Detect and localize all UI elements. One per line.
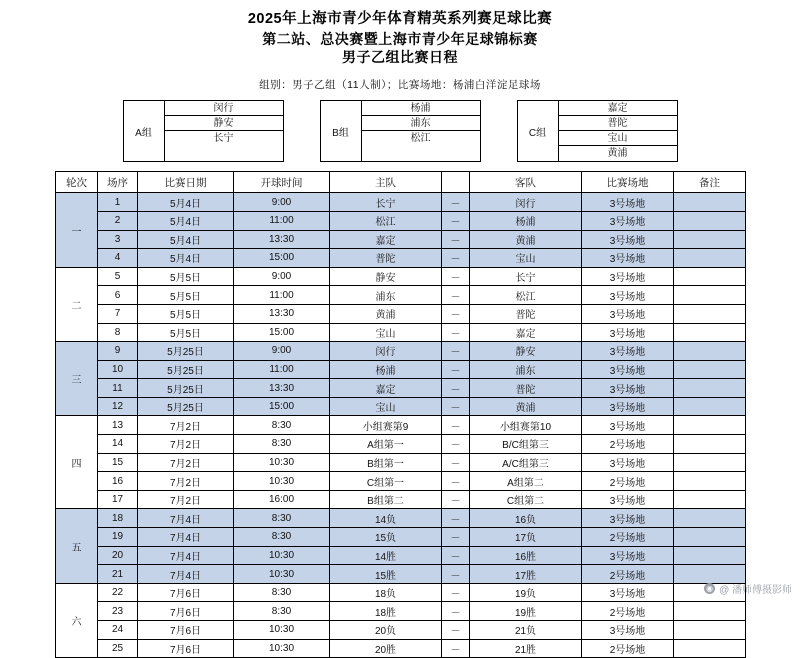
cell-time: 13:30 [234,230,330,249]
title-line-3: 男子乙组比赛日程 [342,49,458,66]
table-row [56,621,746,640]
cell-note [674,304,746,323]
watermark-text: @ 潘师傅摄影师 [719,585,792,596]
group-c-team: 普陀 [559,116,677,131]
cell-away: A/C组第三 [470,453,582,472]
cell-order: 4 [98,249,138,268]
cell-time: 10:30 [234,639,330,658]
table-row [56,249,746,268]
cell-note [674,472,746,491]
cell-order: 17 [98,490,138,509]
col-order: 场序 [98,172,138,193]
cell-time: 8:30 [234,435,330,454]
cell-venue: 3号场地 [582,360,674,379]
cell-date: 5月5日 [138,286,234,305]
cell-away: 静安 [470,342,582,361]
table-row [56,379,746,398]
cell-vs: － [442,342,470,361]
cell-note [674,416,746,435]
cell-vs: － [442,435,470,454]
group-box-b [320,100,481,162]
cell-venue: 3号场地 [582,509,674,528]
cell-date: 5月25日 [138,360,234,379]
cell-venue: 3号场地 [582,249,674,268]
cell-date: 7月6日 [138,639,234,658]
cell-time: 11:00 [234,286,330,305]
group-c-label: C组 [518,101,559,161]
cell-order: 23 [98,602,138,621]
table-row [56,472,746,491]
cell-venue: 3号场地 [582,583,674,602]
cell-round: 二 [56,267,98,341]
cell-away: C组第二 [470,490,582,509]
cell-order: 8 [98,323,138,342]
cell-order: 9 [98,342,138,361]
cell-date: 7月4日 [138,565,234,584]
cell-date: 7月4日 [138,528,234,547]
cell-vs: － [442,416,470,435]
cell-note [674,621,746,640]
cell-date: 7月6日 [138,621,234,640]
cell-date: 5月4日 [138,193,234,212]
cell-venue: 3号场地 [582,304,674,323]
cell-venue: 3号场地 [582,230,674,249]
col-away: 客队 [470,172,582,193]
cell-date: 7月2日 [138,472,234,491]
cell-vs: － [442,490,470,509]
cell-note [674,490,746,509]
cell-time: 10:30 [234,565,330,584]
cell-away: 黄浦 [470,230,582,249]
cell-vs: － [442,621,470,640]
cell-away: 嘉定 [470,323,582,342]
cell-away: 黄浦 [470,397,582,416]
cell-date: 7月2日 [138,435,234,454]
cell-note [674,323,746,342]
cell-venue: 3号场地 [582,416,674,435]
cell-vs: － [442,267,470,286]
cell-home: 长宁 [330,193,442,212]
cell-order: 2 [98,211,138,230]
cell-away: 19胜 [470,602,582,621]
group-a-team: 长宁 [213,133,234,145]
cell-venue: 3号场地 [582,342,674,361]
col-home: 主队 [330,172,442,193]
cell-note [674,509,746,528]
cell-order: 5 [98,267,138,286]
cell-note [674,453,746,472]
cell-venue: 2号场地 [582,472,674,491]
cell-order: 25 [98,639,138,658]
col-date: 比赛日期 [138,172,234,193]
table-row [56,286,746,305]
cell-note [674,267,746,286]
table-row [56,267,746,286]
cell-home: 14负 [330,509,442,528]
cell-time: 15:00 [234,397,330,416]
cell-venue: 3号场地 [582,490,674,509]
cell-home: 黄浦 [330,304,442,323]
table-row [56,565,746,584]
cell-note [674,211,746,230]
cell-time: 8:30 [234,416,330,435]
cell-time: 13:30 [234,379,330,398]
cell-home: C组第一 [330,472,442,491]
cell-order: 16 [98,472,138,491]
cell-home: 小组赛第9 [330,416,442,435]
cell-venue: 3号场地 [582,397,674,416]
cell-venue: 3号场地 [582,267,674,286]
cell-vs: － [442,546,470,565]
table-row [56,509,746,528]
cell-vs: － [442,602,470,621]
cell-venue: 2号场地 [582,565,674,584]
cell-away: 小组赛第10 [470,416,582,435]
col-vs [442,172,470,193]
cell-venue: 3号场地 [582,379,674,398]
cell-home: 闵行 [330,342,442,361]
cell-note [674,249,746,268]
cell-round: 六 [56,583,98,657]
cell-time: 11:00 [234,211,330,230]
cell-home: B组第二 [330,490,442,509]
cell-time: 15:00 [234,249,330,268]
col-venue: 比赛场地 [582,172,674,193]
cell-vs: － [442,286,470,305]
table-row [56,583,746,602]
cell-home: 15负 [330,528,442,547]
cell-note [674,193,746,212]
cell-vs: － [442,453,470,472]
cell-time: 10:30 [234,472,330,491]
cell-order: 3 [98,230,138,249]
cell-away: 21负 [470,621,582,640]
cell-date: 5月25日 [138,397,234,416]
cell-venue: 2号场地 [582,639,674,658]
cell-date: 7月4日 [138,509,234,528]
event-subinfo: 组别：男子乙组（11人制）；比赛场地：杨浦白洋淀足球场 [259,79,541,92]
cell-note [674,435,746,454]
cell-venue: 3号场地 [582,546,674,565]
col-note: 备注 [674,172,746,193]
cell-order: 15 [98,453,138,472]
cell-away: 16负 [470,509,582,528]
cell-date: 7月2日 [138,416,234,435]
cell-round: 四 [56,416,98,509]
cell-time: 10:30 [234,546,330,565]
cell-away: B/C组第三 [470,435,582,454]
group-a-label: A组 [124,101,165,161]
cell-venue: 3号场地 [582,621,674,640]
cell-away: 杨浦 [470,211,582,230]
cell-order: 19 [98,528,138,547]
cell-order: 14 [98,435,138,454]
cell-date: 5月4日 [138,230,234,249]
cell-home: B组第一 [330,453,442,472]
cell-round: 一 [56,193,98,267]
cell-home: 宝山 [330,397,442,416]
group-b-label: B组 [321,101,362,161]
table-row [56,230,746,249]
cell-venue: 3号场地 [582,211,674,230]
cell-venue: 2号场地 [582,435,674,454]
table-row [56,528,746,547]
table-row [56,304,746,323]
cell-time: 8:30 [234,509,330,528]
cell-note [674,379,746,398]
cell-time: 9:00 [234,342,330,361]
cell-order: 1 [98,193,138,212]
cell-time: 8:30 [234,602,330,621]
group-c-team: 嘉定 [559,101,677,116]
cell-order: 18 [98,509,138,528]
cell-vs: － [442,583,470,602]
cell-away: 宝山 [470,249,582,268]
cell-note [674,230,746,249]
cell-away: 16胜 [470,546,582,565]
cell-vs: － [442,304,470,323]
cell-home: 18负 [330,583,442,602]
cell-home: 15胜 [330,565,442,584]
cell-venue: 3号场地 [582,286,674,305]
cell-away: 21胜 [470,639,582,658]
cell-order: 10 [98,360,138,379]
document-title [55,10,745,67]
cell-vs: － [442,528,470,547]
col-time: 开球时间 [234,172,330,193]
table-row [56,435,746,454]
group-b-team: 浦东 [362,116,480,131]
watermark [704,581,792,596]
table-row [56,602,746,621]
table-row [56,342,746,361]
cell-away: 闵行 [470,193,582,212]
cell-time: 13:30 [234,304,330,323]
cell-order: 6 [98,286,138,305]
group-box-c [517,100,678,162]
cell-order: 11 [98,379,138,398]
camera-icon: ◉ [704,583,715,594]
cell-vs: － [442,509,470,528]
cell-vs: － [442,379,470,398]
cell-round: 五 [56,509,98,583]
cell-venue: 2号场地 [582,602,674,621]
cell-time: 8:30 [234,583,330,602]
group-box-a [123,100,284,162]
table-row [56,453,746,472]
cell-home: 嘉定 [330,379,442,398]
cell-home: 普陀 [330,249,442,268]
schedule-body [56,193,746,658]
cell-date: 5月25日 [138,379,234,398]
cell-date: 5月4日 [138,211,234,230]
cell-away: 普陀 [470,304,582,323]
table-row [56,639,746,658]
cell-note [674,342,746,361]
cell-away: 19负 [470,583,582,602]
cell-time: 10:30 [234,621,330,640]
cell-time: 9:00 [234,267,330,286]
cell-home: 松江 [330,211,442,230]
cell-note [674,602,746,621]
cell-away: 浦东 [470,360,582,379]
col-round: 轮次 [56,172,98,193]
cell-note [674,528,746,547]
group-b-team: 杨浦 [362,101,480,116]
cell-vs: － [442,360,470,379]
cell-date: 5月4日 [138,249,234,268]
title-line-2: 第二站、总决赛暨上海市青少年足球锦标赛 [262,30,538,47]
cell-away: 普陀 [470,379,582,398]
cell-venue: 3号场地 [582,193,674,212]
cell-vs: － [442,230,470,249]
cell-home: 20负 [330,621,442,640]
cell-order: 21 [98,565,138,584]
cell-order: 13 [98,416,138,435]
cell-order: 22 [98,583,138,602]
table-row [56,397,746,416]
cell-date: 5月5日 [138,323,234,342]
cell-vs: － [442,565,470,584]
group-c-team: 黄浦 [607,148,628,160]
cell-note [674,397,746,416]
group-a-team: 静安 [165,116,283,131]
cell-venue: 2号场地 [582,528,674,547]
cell-vs: － [442,211,470,230]
title-line-1: 2025年上海市青少年体育精英系列赛足球比赛 [247,11,553,27]
table-header-row [56,172,746,193]
cell-vs: － [442,249,470,268]
cell-time: 16:00 [234,490,330,509]
cell-note [674,286,746,305]
group-c-team: 宝山 [559,131,677,146]
group-boxes [55,100,745,162]
cell-date: 5月25日 [138,342,234,361]
cell-away: A组第二 [470,472,582,491]
cell-note [674,360,746,379]
cell-date: 5月5日 [138,267,234,286]
cell-date: 7月2日 [138,490,234,509]
cell-note [674,546,746,565]
cell-away: 17负 [470,528,582,547]
cell-date: 5月5日 [138,304,234,323]
cell-order: 24 [98,621,138,640]
cell-vs: － [442,472,470,491]
cell-vs: － [442,639,470,658]
table-row [56,546,746,565]
cell-time: 8:30 [234,528,330,547]
cell-round: 三 [56,342,98,416]
cell-vs: － [442,397,470,416]
cell-venue: 3号场地 [582,453,674,472]
cell-home: 静安 [330,267,442,286]
cell-time: 10:30 [234,453,330,472]
cell-time: 11:00 [234,360,330,379]
group-a-team: 闵行 [165,101,283,116]
cell-home: 18胜 [330,602,442,621]
cell-home: A组第一 [330,435,442,454]
cell-date: 7月4日 [138,546,234,565]
cell-vs: － [442,323,470,342]
cell-date: 7月2日 [138,453,234,472]
cell-time: 9:00 [234,193,330,212]
cell-home: 杨浦 [330,360,442,379]
cell-away: 松江 [470,286,582,305]
cell-home: 嘉定 [330,230,442,249]
cell-away: 17胜 [470,565,582,584]
table-row [56,416,746,435]
table-row [56,193,746,212]
cell-time: 15:00 [234,323,330,342]
group-b-team: 松江 [410,133,431,145]
table-row [56,211,746,230]
cell-home: 浦东 [330,286,442,305]
cell-order: 20 [98,546,138,565]
cell-date: 7月6日 [138,583,234,602]
cell-home: 宝山 [330,323,442,342]
cell-vs: － [442,193,470,212]
cell-home: 20胜 [330,639,442,658]
table-row [56,490,746,509]
cell-order: 12 [98,397,138,416]
cell-away: 长宁 [470,267,582,286]
cell-order: 7 [98,304,138,323]
table-row [56,360,746,379]
schedule-table [55,171,746,658]
cell-date: 7月6日 [138,602,234,621]
cell-venue: 3号场地 [582,323,674,342]
cell-home: 14胜 [330,546,442,565]
table-row [56,323,746,342]
cell-note [674,639,746,658]
